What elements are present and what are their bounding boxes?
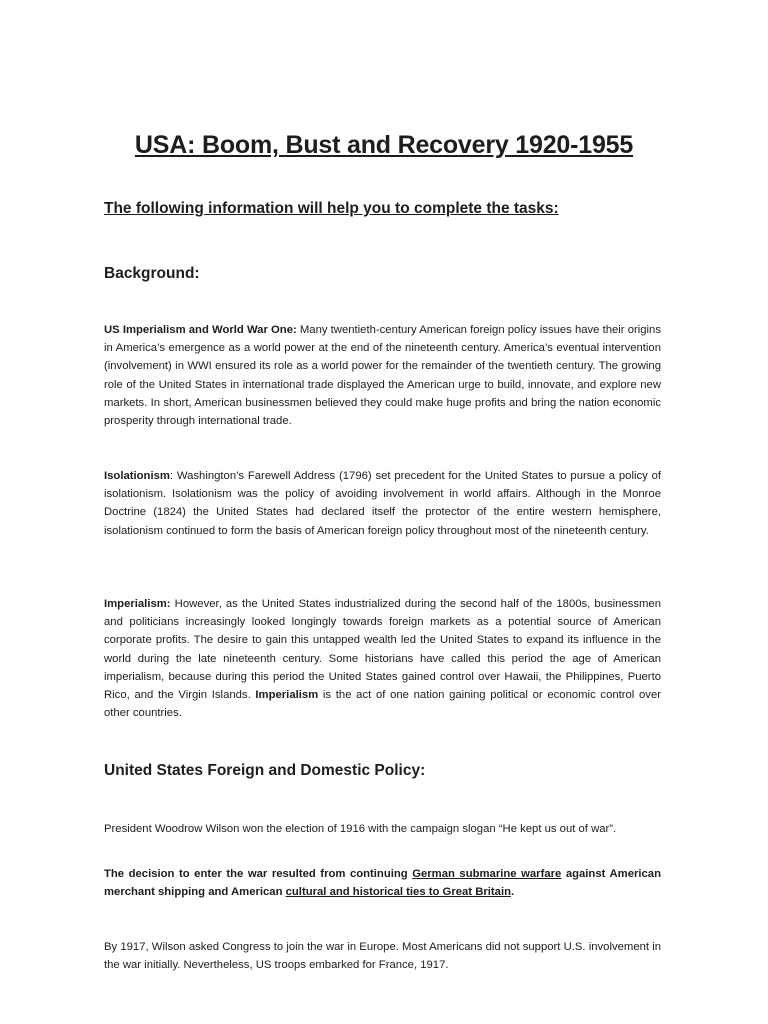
imperialism-ww1-text: Many twentieth-century American foreign policy issues have their origins in America’s emergence as a world power at the end of the nineteenth century. America’s eventual intervention (involvement) in WWI ensured its role as a world power for the remainder of the twentieth century. The growing role of the United States in international trade displayed the American urge to build, innovate, and explore new markets. In short, American businessmen believed they could make huge profits and bring the nation economic prosperity through international trade. xyxy=(104,324,661,428)
ties-to-great-britain-phrase: cultural and historical ties to Great Britain xyxy=(285,886,511,899)
imperialism-definition-text: is the act of one nation gaining political or economic control over other countries. xyxy=(104,689,661,720)
background-heading: Background: xyxy=(104,265,200,282)
page-title: USA: Boom, Bust and Recovery 1920-1955 xyxy=(134,131,634,159)
isolationism-text: : Washington’s Farewell Address (1796) set precedent for the United States to pursue a policy of isolationism. Isolationism was the policy of avoiding involvement in world affairs. Although in the Monroe Doctrine (1824) the United States had declared itself the protector of the entire western hemisphere, isolationism continued to form the basis of American foreign policy throughout most of the nineteenth century. xyxy=(104,470,661,537)
isolationism-label: Isolationism xyxy=(104,470,170,482)
page-subtitle: The following information will help you to complete the tasks: xyxy=(104,200,559,217)
german-submarine-warfare-phrase: German submarine warfare xyxy=(412,868,562,880)
decision-text-2: against American merchant shipping and American xyxy=(104,868,661,899)
imperialism-ww1-label: US Imperialism and World War One: xyxy=(104,324,297,336)
imperialism-label: Imperialism: xyxy=(104,598,171,610)
imperialism-definition-label: Imperialism xyxy=(255,689,319,702)
decision-text-3: . xyxy=(510,886,515,899)
wilson-paragraph: President Woodrow Wilson won the election of 1916 with the campaign slogan “He kept us out of war”. xyxy=(104,823,617,835)
imperialism-text: However, as the United States industrialized during the second half of the 1800s, businessmen and politicians increasingly looked longingly towards foreign markets as a potential source of American corporate profits. The desire to gain this untapped wealth led the United States to expand its influence in the world during the late nineteenth century. Some historians have called this period the age of American imperialism, because during this period the United States gained control over Hawaii, the Philippines, Puerto Rico, and the Virgin Islands. xyxy=(104,598,661,702)
decision-text-1: The decision to enter the war resulted from continuing xyxy=(104,868,413,880)
imperialism-ww1-paragraph xyxy=(104,321,661,430)
imperialism-paragraph xyxy=(104,595,661,722)
isolationism-paragraph xyxy=(104,467,661,540)
congress-paragraph: By 1917, Wilson asked Congress to join the war in Europe. Most Americans did not support U.S. involvement in the war initially. Nevertheless, US troops embarked for France, 1917. xyxy=(104,941,661,972)
decision-paragraph xyxy=(104,865,661,901)
policy-heading: United States Foreign and Domestic Policy: xyxy=(104,762,426,779)
